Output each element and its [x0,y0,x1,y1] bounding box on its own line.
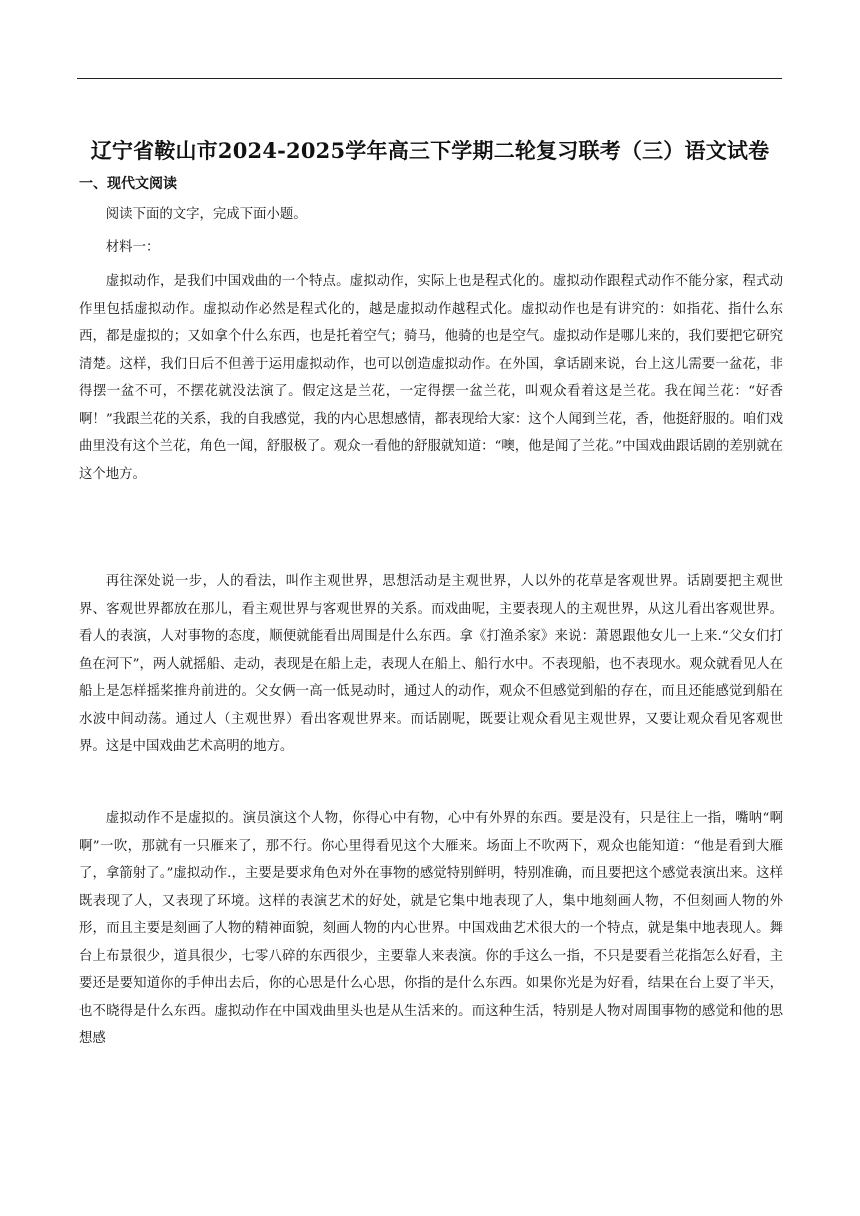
instruction-text [79,201,783,229]
instruction-paragraph: 阅读下面的文字，完成下面小题。 [105,207,307,222]
section-heading: 一、现代文阅读 [79,176,177,192]
body-paragraph-1 [79,268,783,488]
paragraph-text: 虚拟动作不是虚拟的。演员演这个人物，你得心中有物，心中有外界的东西。要是没有，只是往上一指，嘴呐“啊啊”一吹，那就有一只雁来了，那不行。你心里得看见这个大雁来。场面上不吹两下，观众也能知道：“他是看到大雁了，拿箭射了。”虚拟动作.，主要是要求角色对外在事物的感觉特别鲜明，特别准确，而且要把这个感觉表演出来。这样既表现了人，又表现了环境。这样的表演艺术的好处，就是它集中地表现了人，集中地刻画人物，不但刻画人物的外形，而且主要是刻画了人物的精神面貌，刻画人物的内心世界。中国戏曲艺术很大的一个特点，就是集中地表现人。舞台上布景很少，道具很少，七零八碎的东西很少，主要靠人来表演。你的手这么一指，不只是要看兰花指怎么好看，主要还是要知道你的手伸出去后，你的心思是什么心思，你指的是什么东西。如果你光是为好看，结果在台上耍了半天，也不晓得是什么东西。虚拟动作在中国戏曲里头也是从生活来的。而这种生活，特别是人物对周围事物的感觉和他的思想感 [79,811,783,1046]
body-paragraph-2 [79,568,783,761]
paragraph-text: 虚拟动作，是我们中国戏曲的一个特点。虚拟动作，实际上也是程式化的。虚拟动作跟程式动作不能分家，程式动作里包括虚拟动作。虚拟动作必然是程式化的，越是虚拟动作越程式化。虚拟动作也是有讲究的：如指花、指什么东西，都是虚拟的；又如拿个什么东西，也是托着空气；骑马，他骑的也是空气。虚拟动作是哪儿来的，我们要把它研究清楚。这样，我们日后不但善于运用虚拟动作，也可以创造虚拟动作。在外国，拿话剧来说，台上这儿需要一盆花，非得摆一盆不可，不摆花就没法演了。假定这是兰花，一定得摆一盆兰花，叫观众看着这是兰花。我在闻兰花：“好香啊！”我跟兰花的关系，我的自我感觉，我的内心思想感情，都表现给大家：这个人闻到兰花，香，他挺舒服的。咱们戏曲里没有这个兰花，角色一闻，舒服极了。观众一看他的舒服就知道：“噢，他是闻了兰花。”中国戏曲跟话剧的差别就在这个地方。 [79,274,783,482]
paragraph-text: 再往深处说一步，人的看法，叫作主观世界，思想活动是主观世界，人以外的花草是客观世界。话剧要把主观世界、客观世界都放在那儿，看主观世界与客观世界的关系。而戏曲呢，主要表现人的主观世界，从这儿看出客观世界。看人的表演，人对事物的态度，顺便就能看出周围是什么东西。拿《打渔杀家》来说：萧恩跟他女儿一上来.“父女们打鱼在河下”，两人就摇船、走动，表现是在船上走，表现人在船上、船行水中。不表现船，也不表现水。观众就看见人在船上是怎样摇桨推舟前进的。父女俩一高一低晃动时，通过人的动作，观众不但感觉到船的存在，而且还能感觉到船在水波中间动荡。通过人（主观世界）看出客观世界来。而话剧呢，既要让观众看见主观世界，又要让观众看见客观世界。这是中国戏曲艺术高明的地方。 [79,574,783,754]
body-paragraph-3 [79,805,783,1053]
material-label [79,234,783,262]
material-label-text: 材料一： [105,240,160,255]
page-title: 辽宁省鞍山市2024-2025学年高三下学期二轮复习联考（三）语文试卷 [90,138,770,163]
header-rule [77,78,782,79]
